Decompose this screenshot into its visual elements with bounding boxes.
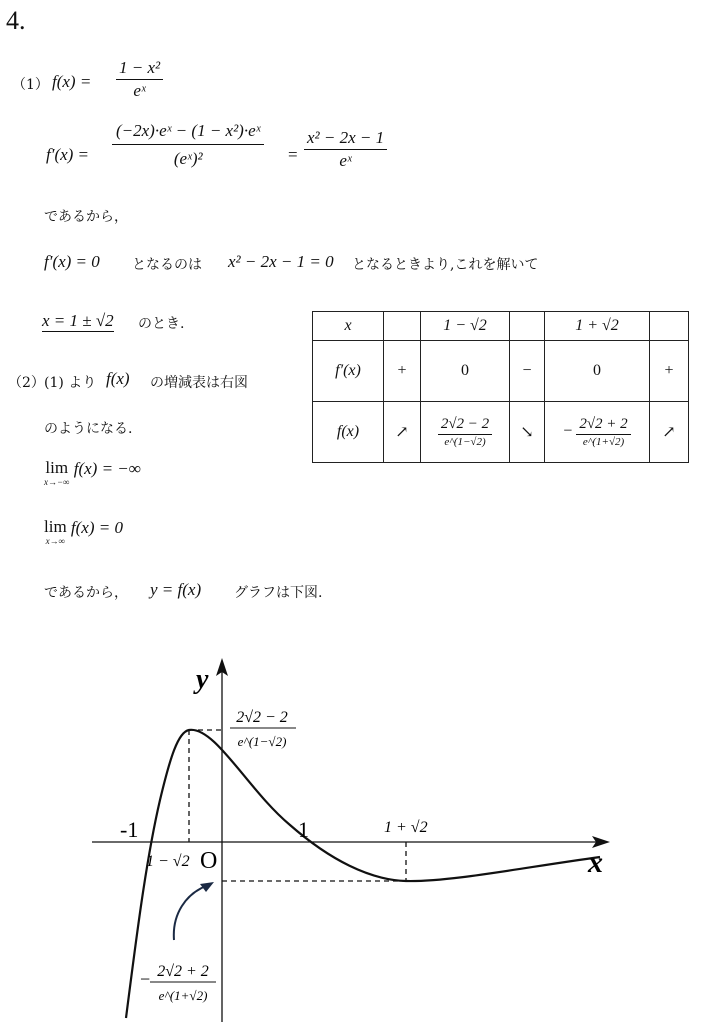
pointer-arrow	[174, 886, 206, 940]
variation-table	[312, 311, 689, 463]
deriv-eq: =	[288, 145, 298, 164]
graph-max-den: e^(1−√2)	[237, 734, 287, 749]
deriv-num: (−2x)·eˣ − (1 − x²)·eˣ	[112, 121, 264, 145]
lim-expr: f(x) = −∞	[73, 459, 141, 478]
crit-eq: x² − 2x − 1 = 0	[228, 252, 334, 271]
problem-number: 4.	[6, 6, 26, 35]
increase-arrow-icon: ↗	[384, 402, 421, 463]
conclude-eq: y = f(x)	[150, 580, 202, 599]
max-num: 2√2 − 2	[438, 416, 492, 435]
limit-pos-inf	[44, 518, 123, 546]
table-header-x: x	[313, 312, 384, 341]
conclude-a: であるから，	[44, 585, 128, 601]
function-graph	[0, 640, 708, 1024]
f-def-den: eˣ	[133, 81, 146, 100]
table-fprime-sign: −	[510, 341, 545, 402]
increase-arrow-icon: ↗	[650, 402, 689, 463]
part2-line2: のようになる.	[44, 421, 133, 437]
label-max-x: 1 − √2	[146, 853, 190, 870]
solution-tail: のとき.	[138, 316, 185, 332]
limit-neg-inf	[44, 459, 141, 487]
table-fprime-zero: 0	[421, 341, 510, 402]
table-header-blank	[650, 312, 689, 341]
x-label: x	[588, 846, 603, 879]
table-f-label: f(x)	[313, 402, 384, 463]
crit-mid: となるのは	[132, 257, 202, 273]
tick-1: 1	[298, 817, 309, 842]
graph-min-sign: −	[140, 969, 151, 989]
part2-line1-f: f(x)	[106, 369, 130, 388]
part2-line1-a: (1) より	[44, 375, 97, 391]
f-def-lhs: f(x) =	[52, 72, 92, 91]
deriv-fraction2	[304, 128, 387, 171]
y-label: y	[196, 664, 209, 695]
part2-label: （2）	[8, 375, 45, 391]
min-den: e^(1+√2)	[582, 436, 625, 448]
graph-max-num: 2√2 − 2	[236, 709, 288, 726]
crit-lhs: f′(x) = 0	[44, 252, 100, 271]
f-def-fraction	[116, 58, 163, 101]
deriv-num2: x² − 2x − 1	[304, 128, 387, 150]
lim-expr: f(x) = 0	[70, 518, 123, 537]
solution-eq: x = 1 ± √2	[42, 311, 114, 330]
deriv-fraction	[112, 121, 264, 169]
min-sign: −	[563, 422, 573, 440]
table-fprime-label: f′(x)	[313, 341, 384, 402]
table-header-blank	[510, 312, 545, 341]
f-def-num: 1 − x²	[116, 58, 163, 80]
label-min-x: 1 + √2	[384, 819, 428, 836]
part1-label: （1）	[12, 77, 49, 93]
lim-sub: x→∞	[45, 536, 66, 546]
table-fprime-sign: +	[650, 341, 689, 402]
max-den: e^(1−√2)	[444, 436, 486, 448]
lim-word: lim	[44, 517, 67, 536]
table-header-x2: 1 + √2	[545, 312, 650, 341]
part2-line1-b: の増減表は右図	[150, 375, 248, 391]
min-num: 2√2 + 2	[576, 416, 630, 435]
tick-neg1: -1	[120, 817, 139, 842]
deriv-den2: eˣ	[339, 151, 352, 170]
deriv-lhs: f′(x) =	[46, 145, 90, 164]
conclude-b: グラフは下図.	[234, 585, 323, 601]
table-fprime-sign: +	[384, 341, 421, 402]
lim-word: lim	[45, 458, 69, 477]
table-min-value	[545, 402, 650, 463]
deriv-den: (eˣ)²	[173, 149, 203, 168]
crit-tail: となるときより,これを解いて	[352, 257, 539, 273]
decrease-arrow-icon: ↘	[510, 402, 545, 463]
origin-label: O	[200, 848, 218, 874]
table-header-blank	[384, 312, 421, 341]
table-max-value	[421, 402, 510, 463]
table-fprime-zero: 0	[545, 341, 650, 402]
graph-min-num: 2√2 + 2	[157, 963, 209, 980]
graph-min-den: e^(1+√2)	[158, 988, 208, 1003]
lim-sub: x→−∞	[44, 477, 70, 487]
table-header-x1: 1 − √2	[421, 312, 510, 341]
because-text: であるから，	[44, 209, 128, 225]
